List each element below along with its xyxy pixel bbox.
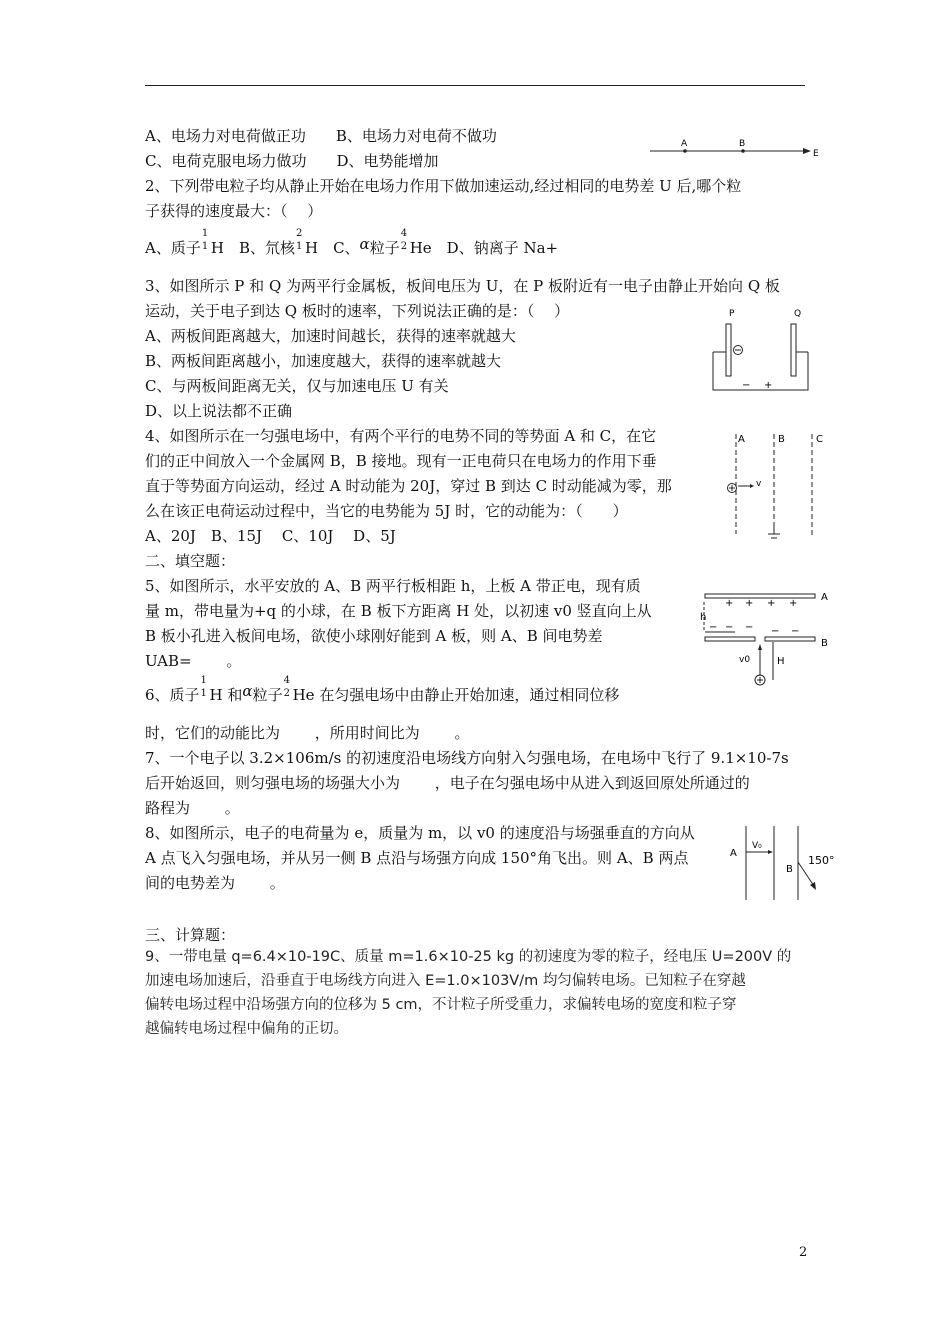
q4-line3: 直于等势面方向运动，经过 A 时动能为 20J，穿过 B 到达 C 时动能减为零，那 xyxy=(145,477,672,495)
section-fill-in-title: 二、填空题： xyxy=(145,552,236,570)
section-calc-title: 三、计算题： xyxy=(145,926,236,944)
q6-alpha-isotope: 4 2 xyxy=(283,675,290,699)
q7-line1: 7、一个电子以 3.2×106m/s 的初速度沿电场线方向射入匀强电场，在电场中飞行了 9.1×10-7s xyxy=(145,749,789,767)
page-number: 2 xyxy=(799,1245,808,1260)
q8-line3: 间的电势差为 。 xyxy=(145,874,285,892)
alpha-isotope: 4 2 xyxy=(400,228,408,252)
svg-text:+: + xyxy=(767,598,776,609)
q1-fig-label-a: A xyxy=(681,139,688,149)
q3-fig-minus: − xyxy=(742,380,751,391)
q9-line4: 越偏转电场过程中偏角的正切。 xyxy=(145,1021,348,1037)
q1-figure xyxy=(645,135,825,163)
q3-fig-label-q: Q xyxy=(794,309,802,319)
q4-fig-label-v: v xyxy=(756,479,762,489)
q9-line2: 加速电场加速后，沿垂直于电场线方向进入 E=1.0×103V/m 均匀偏转电场。已知粒子在穿越 xyxy=(145,973,746,989)
q4-line1: 4、如图所示在一匀强电场中，有两个平行的电势不同的等势面 A 和 C，在它 xyxy=(145,427,657,445)
q2-line2: 子获得的速度最大：（ ） xyxy=(145,202,323,220)
q1-fig-label-e: E xyxy=(813,149,819,159)
q8-line2: A 点飞入匀强电场，并从另一侧 B 点沿与场强方向成 150°角飞出。则 A、B 两点 xyxy=(145,849,689,867)
q3-line1: 3、如图所示 P 和 Q 为两平行金属板，板间电压为 U，在 P 板附近有一电子由静止开始向 Q 板 xyxy=(145,277,780,295)
q5-fig-label-a: A xyxy=(821,592,828,603)
q3-figure xyxy=(700,302,820,400)
q6-line1: 6、质子 1 1 H 和α粒子 4 2 He 在匀强电场中由静止开始加速，通过相同位移 xyxy=(145,675,620,704)
q5-line2: 量 m，带电量为+q 的小球，在 B 板下方距离 H 处，以初速 v0 竖直向上从 xyxy=(145,602,652,620)
header-rule xyxy=(145,85,805,86)
q4-fig-label-c: C xyxy=(816,434,823,445)
q1-options-line2: C、电荷克服电场力做功 D、电势能增加 xyxy=(145,152,439,170)
q2-line1: 2、下列带电粒子均从静止开始在电场力作用下做加速运动,经过相同的电势差 U 后,哪个粒 xyxy=(145,177,742,195)
q1-fig-label-b: B xyxy=(739,139,746,149)
svg-text:−: − xyxy=(791,626,800,637)
q6-proton-isotope: 1 1 xyxy=(200,675,207,699)
svg-text:+: + xyxy=(745,598,754,609)
proton-isotope: 1 1 xyxy=(201,228,209,252)
svg-text:−: − xyxy=(745,622,754,633)
q8-figure xyxy=(728,818,846,906)
q1-options-line1: A、电场力对电荷做正功 B、电场力对电荷不做功 xyxy=(145,127,497,145)
q5-fig-label-bigh: H xyxy=(777,656,785,667)
q2-options: A、质子 1 1 H B、氘核 2 1 H C、α粒子 4 2 He D、钠离子 Na+ xyxy=(145,228,559,257)
q4-fig-label-a: A xyxy=(738,434,745,445)
svg-text:+: + xyxy=(725,598,734,609)
q8-fig-label-v0: V₀ xyxy=(752,841,762,851)
q3-option-a: A、两板间距离越大，加速时间越长，获得的速率就越大 xyxy=(145,327,516,345)
q5-figure xyxy=(695,580,840,692)
q7-line3: 路程为 。 xyxy=(145,799,240,817)
q5-fig-label-v0: v0 xyxy=(739,655,751,665)
q3-line2: 运动，关于电子到达 Q 板时的速率，下列说法正确的是：（ ） xyxy=(145,302,570,320)
q8-fig-label-angle: 150° xyxy=(808,854,835,867)
q4-line2: 们的正中间放入一个金属网 B，B 接地。现有一正电荷只在电场力的作用下垂 xyxy=(145,452,657,470)
svg-text:−: − xyxy=(709,622,718,633)
q4-fig-label-b: B xyxy=(778,434,785,445)
q3-option-d: D、以上说法都不正确 xyxy=(145,402,293,420)
q3-fig-plus: + xyxy=(764,380,773,391)
q3-fig-label-p: P xyxy=(729,309,735,319)
q5-fig-label-h: h xyxy=(700,612,707,623)
q8-line1: 8、如图所示，电子的电荷量为 e，质量为 m，以 v0 的速度沿与场强垂直的方向从 xyxy=(145,824,695,842)
svg-text:−: − xyxy=(725,622,734,633)
q5-line1: 5、如图所示，水平安放的 A、B 两平行板相距 h，上板 A 带正电，现有质 xyxy=(145,577,641,595)
q9-line1: 9、一带电量 q=6.4×10-19C、质量 m=1.6×10-25 kg 的初速度为零的粒子，经电压 U=200V 的 xyxy=(145,949,792,965)
q8-fig-label-b: B xyxy=(786,864,793,875)
q5-fig-label-b: B xyxy=(821,638,828,649)
deuteron-isotope: 2 1 xyxy=(295,228,303,252)
q8-fig-label-a: A xyxy=(730,848,737,859)
q6-line2: 时，它们的动能比为 ，所用时间比为 。 xyxy=(145,724,470,742)
q3-option-c: C、与两板间距离无关，仅与加速电压 U 有关 xyxy=(145,377,449,395)
svg-text:−: − xyxy=(771,626,780,637)
q4-figure xyxy=(722,428,832,544)
q4-line4: 么在该正电荷运动过程中，当它的电势能为 5J 时，它的动能为：（ ） xyxy=(145,502,628,520)
q5-line3: B 板小孔进入板间电场，欲使小球刚好能到 A 板，则 A、B 间电势差 xyxy=(145,627,603,645)
q4-options: A、20J B、15J C、10J D、5J xyxy=(145,527,396,545)
q3-option-b: B、两板间距离越小，加速度越大，获得的速率就越大 xyxy=(145,352,502,370)
q5-line4: UAB= 。 xyxy=(145,652,242,670)
q7-line2: 后开始返回，则匀强电场的场强大小为 ，电子在匀强电场中从进入到返回原处所通过的 xyxy=(145,774,750,792)
q9-line3: 偏转电场过程中沿场强方向的位移为 5 cm，不计粒子所受重力，求偏转电场的宽度和粒子穿 xyxy=(145,997,737,1013)
svg-text:+: + xyxy=(789,598,798,609)
